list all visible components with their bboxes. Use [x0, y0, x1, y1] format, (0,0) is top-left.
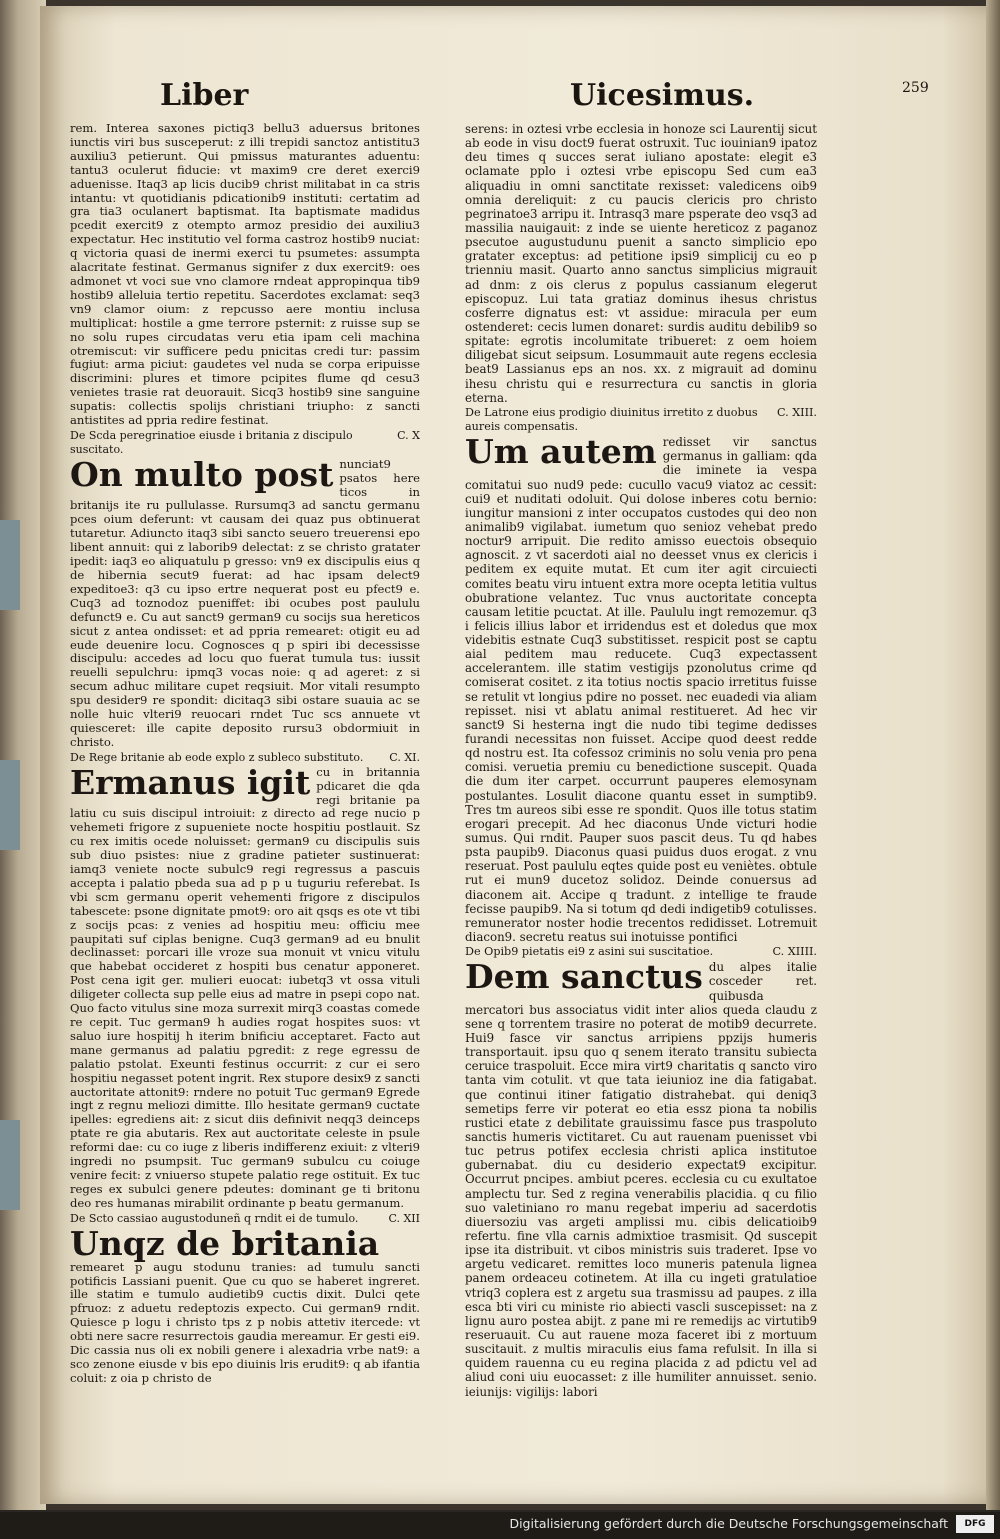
- text-paragraph: serens: in oztesi vrbe ecclesia in honoze sci Laurentij sicut ab eode in visu doct9 fuerat ostruxit. Tuc iouinian9 ipatoz deu times q succes serat iuliano apostate: elegit e3 oclamate pplo i oztesi vrbe episcopu Sed cum ea3 aliquadiu in omni sanctitate rexisset: valedicens oib9 omnia dereliquit: z cu paucis clericis pro christo pegrinatoe3 arripu it. Intrasq3 mare psperate deo vsq3 ad massilia nauigauit: z inde se uiente hereticoz z paganoz psecutoe augustudunu puenit a sancto simplicio epo gratater exceptus: ad petitione ipsi9 simplicij cu eo p trienniu masit. Quarto anno sanctus simplicius migrauit ad dnm: z ois clerus z populus cassianum elegerut episcopuz. Lui tata gratiaz dominus ihesus christus cosferre dignatus est: vt assidue: miracula per eum ostenderet: cecis lumen donaret: surdis auditu debilib9 so spitate: egrotis incolumitate tribueret: z oem hoiem diligebat sicut seipsum. Losummauit aute regens ecclesia beat9 Lassianus eps an nos. xx. z migrauit ad dominu ihesu christu qui e resurrectura cu sanctis in gloria eterna.: [465, 122, 817, 405]
- chapter-opening: [465, 957, 817, 1399]
- rubric-title: De Rege britanie ab eode explo z subleco substituto.: [70, 750, 364, 764]
- text-paragraph: du alpes italie cosceder ret. quibusda mercatori bus associatus vidit inter alios queda claudu z sene q torrentem trasire no poterat de motib9 decurrete. Hui9 fasce vir sanctus arripiens ppzijs humeris transportauit. ipsu quo q senem iterato transitu subiecta ceruice traspoluit. Ecce mira virt9 charitatis q sancto viro tanta vim cotulit. vt que tata ieiunioz ine dia fatigabat. que continui itiner fatigatio distrahebat. qui deniq3 semetips ferre vir poterat eo etia essz piona ta nobilis rustici etate z debilitate grauissimu fasce pus traspoluto sanctis humeris victitaret. Cu aut rauenam puenisset vbi tuc petrus potifex ecclesia christi aplica institutoe gubernabat. diu cu desiderio expectat9 excipitur. Occurrut pncipes. ambiut pceres. ecclesia cu cu exultatoe amplectu tur. Sed z regina venerabilis placidia. q cu filio suo valetiniano ro manu regebat imperiu ad sacerdotis diuersoziu vas argeti amplissi mu. cibis delicatioib9 refertu. fine vlla carnis admixtioe trasmisit. Qd suscepit ipse ita distribuit. vt cibos ministris suis traderet. Ipse vo argetu vedicaret. remittes loco muneris patenula lignea panem ordeaceu cotinetem. At illa cu ingeti gratulatioe vtriq3 coplera est z argetu sua trasmissu ad paupes. z illa esca bti viri cu ministe rio abiecti vascli suscepisset: na z lignu auro postea abijt. z pane mi re remedijs ac virtutib9 reseruauit. Cu aut rauene moza faceret ibi z mortuum suscitauit. z multis miraculis eius fama refulsit. In illa si quidem rauenna cu eu regina placida z ad pdictu vel ad aliud coni uiu euocasset: z ille humiliter annuisset. senio. ieiunijs: vigilijs: labori: [465, 960, 817, 1399]
- rubric-title: De Latrone eius prodigio diuinitus irretito z duobus aureis compensatis.: [465, 405, 758, 433]
- display-initial: Ermanus igit: [70, 762, 311, 802]
- page-tab: [0, 1120, 20, 1210]
- chapter-opening: [70, 762, 420, 1211]
- right-page-edge: [986, 0, 1000, 1510]
- folio-number: 259: [902, 80, 929, 96]
- chapter-number: C. XII: [388, 1211, 420, 1225]
- chapter-opening: [70, 454, 420, 750]
- display-initial: Unqz de britania: [70, 1223, 380, 1263]
- running-head-left: Liber: [160, 78, 249, 113]
- chapter-rubric: [465, 406, 817, 434]
- chapter-number: C. XIIII.: [772, 945, 817, 959]
- rubric-title: De Opib9 pietatis ei9 z asini sui suscitatioe.: [465, 945, 714, 959]
- chapter-number: C. XIII.: [776, 405, 817, 419]
- text-paragraph: rem. Interea saxones pictiq3 bellu3 aduersus britones iunctis viri bus susceperut: z illi trepidi sanctoz antistitu3 auxiliu3 petierunt. Qui pmissus maturantes aduentu: tantu3 oculerut fiducie: vt maxim9 cre deret exerci9 aduenisse. Itaq3 ap licis ducib9 christ militabat in ca stris intantu: vt quotidianis pdicationib9 instituti: certatim ad gra tia3 oculanert baptismat. Ita baptismate madidus pcedit exercit9 z otempto armoz presidio dei auxiliu3 expectatur. Hec institutio vel forma castroz hostib9 nuciat: q victoria quasi de inermi exerci tu psumetes: assumpta alacritate festinat. Germanus signifer z dux exercit9: oes admonet vt voci sue vno clamore rndeat appropinqua tib9 hostib9 alleluia tertio repetitu. Sacerdotes exclamat: seq3 vn9 clamor oium: z repcusso aere montiu inclusa multiplicat: hostile a gme terrore psternit: z ruisse sup se no solu rupes circudatas veru etia ipam celi machina otremiscut: vir sufficere pedu pnicitas credi tur: passim fugiut: arma piciut: gaudetes vel nuda se corpa eripuisse discrimini: plures et timore pcipites flume qd cesu3 venietes trasie rat deuorauit. Sicq3 hostib9 sine sanguine supatis: collectis spolijs christiani triupho: z sancti antistites ad ppria redire festinat.: [70, 121, 420, 428]
- page-tab: [0, 520, 20, 610]
- chapter-opening: [70, 1223, 420, 1386]
- dfg-logo: DFG: [956, 1515, 994, 1533]
- running-head-center: Uicesimus.: [570, 78, 755, 113]
- rubric-title: De Scda peregrinatioe eiusde i britania z discipulo suscitato.: [70, 428, 353, 456]
- right-text-column: [465, 122, 817, 1399]
- display-initial: Dem sanctus: [465, 957, 703, 997]
- text-paragraph: cu in britannia pdicaret die qda regi britanie pa latiu cu suis discipul introiuit: z directo ad rege nucio p vehemeti frigore z supueniete nocte hospitiu postlauit. Sz cu rex imitis ocede noluisset: german9 cu discipulis suis sub diuo psistes: niue z gradine patieter sustinuerat: iamq3 veniete nocte subulc9 regi regressus a pascuis accepta i palatio pbeda sua ad p p u tuguriu referebat. Is vbi scm germanu operit vehementi frigore z discipulos tabescete: psone dignitate pmot9: oro ait qsqs es ote vt tibi z socijs pcas: z venies ad hospitiu meu: officiu mee paupitati suf ciplas benigne. Cuq3 german9 ad eu bnulit declinasset: porcari ille vroze sua monuit vt vnicu vitulu que habebat occideret z hospiti bus cenatur apponeret. Post cena igit ger. mulieri euocat: iubetq3 vt ossa vituli diligeter collecta sup pelle eius ad matre in psepi copo nat. Quo facto vitulus sine moza surrexit mirq3 coastas comede re cepit. Tuc german9 h audies rogat hospites suos: vt saluo iure hospitij h iterim bnificiu acceptaret. Facto aut mane germanus ad palatiu pgredit: z rege egressu de palatio pstolat. Exeunti festinus occurrit: z cur ei sero hospitiu negasset potent ingrit. Rex stupore desix9 z sancti auctoritate attonit9: rndere no potuit Tuc german9 Egrede ingt z regnu meliozi dimitte. Illo hesitate german9 cuctate ipelles: egrediens ait: z sicut diis definivit neqq3 deinceps ptate re gia abutaris. Rex aut auctoritate celeste in psule reformi dae: cu co iuge z liberis indifferenz exiuit: z vlteri9 ingredi no psumpsit. Tuc german9 subulcu cu coiuge venire fecit: z vniuerso stupete palatio rege ostituit. Ex tuc reges ex subulci genere pdeutes: dominant ge ti britonu deo res humanas mirabilit ordinante p beatu germanum.: [70, 764, 420, 1210]
- chapter-opening: [465, 432, 817, 945]
- display-initial: Um autem: [465, 432, 657, 472]
- text-paragraph: nunciat9 psatos here ticos in britanijs ite ru pullulasse. Rursumq3 ad sanctu germanu pces oium deferunt: vt causam dei quaz pus obtinuerat tutaretur. Adiuncto itaq3 sibi sancto seuero treuerensi epo libent annuit: qui z laborib9 delectat: z se christo gratater ipedit: iaq3 eo aliquatulu p gresso: vn9 ex discipulis eius q de hibernia secut9 fuerat: ad hac ipsam delect9 expeditoe3: q3 cu ipso ertre nequerat post eu pfect9 e. Cuq3 ad toznodoz pueniffet: ibi ocubes post paululu defunct9 e. Cu aut sanct9 german9 cu socijs sua hereticos sicut z antea ondisset: et ad ppria remearet: otigit eu ad eude deuenire locu. Cognosces q p spiri ibi decessisse discipulu: accedes ad locu quo fuerat tumula tus: iussit reuelli sepulchru: ipmq3 vocas noie: q ad ageret: z si secum adhuc militare cupet reqsiuit. Mor vitali resumpto spu desider9 re spondit: dicitaq3 sibi ostare suauia ac se nolle huic vlteri9 reuocari rndet Tuc scs annuete vt quiesceret: ille capite deposito rursu3 obdormiuit in christo.: [70, 456, 420, 749]
- chapter-rubric: [70, 429, 420, 457]
- chapter-rubric: [465, 945, 817, 959]
- chapter-rubric: [70, 751, 420, 765]
- chapter-number: C. X: [397, 428, 420, 442]
- rubric-title: De Scto cassiao augustoduneñ q rndit ei de tumulo.: [70, 1211, 359, 1225]
- funding-notice: Digitalisierung gefördert durch die Deutsche Forschungsgemeinschaft: [509, 1516, 948, 1531]
- text-paragraph: remearet p augu stodunu tranies: ad tumulu sancti potificis Lassiani puenit. Que cu quo se haberet ingreret. ille statim e tumulo audietib9 cuctis dixit. Dulci qete pfruoz: z aduetu redeptozis expecto. Cui german9 rndit. Quiesce p logu i christo tps z p nobis attetiv itercede: vt obti nere sacre resurrectois gaudia mereamur. Er gesti ei9. Dic cassia nus oli ex nobili genere i alexadria vrbe nat9: a sco zenone eiusde v bis epo diuinis lris erudit9: q ab ifantia coluit: z oia p christo de: [70, 1259, 420, 1385]
- text-paragraph: redisset vir sanctus germanus in galliam: qda die iminete ia vespa comitatui suo nud9 pede: cucullo vacu9 viatoz ac cessit: cui9 et nuditati odoluit. Qui dolose inberes cotu bernio: iungitur mansioni z inter occupatos custodes qui deo non animalib9 vigilabat. iumetum quo senioz vehebat predo noctur9 arripuit. Die redito amisso euectois obsequio agnoscit. z vt sacerdoti aial no deesset vnus ex clericis i peditem ex equite mutat. Et cum iter agit circuiecti comites beatu viru intuent extra more ocepta letitia vultus obubratione velantez. Tuc vnus auctoritate concepta causam letitie pcuctat. At ille. Paululu ingt remozemur. q3 i felicis illius labor et irridendus est et doledus que mox videbitis estnate Cuq3 substitisset. respicit post se captu aial peditem mau reducete. Cuq3 expectassent accelerantem. ille statim vestigijs pzonolutus crime qd comiserat cositet. z ita totius noctis spacio irretitus fuisse se retulit vt longius pdire no posset. nec euadedi via aliam repisset. nisi vt ablatu animal restitueret. Ad hec vir sanct9 Si hesterna ingt die nudo tibi tegime dedisses furandi necessitas non fuisset. Accipe quod deest redde qd nostru est. Ita cofessoz criminis no solu venia pro pena comisi. veruetia premiu cu benedictione suscepit. Quada die dum iter carpet. occurrunt pauperes elemosynam postulantes. Losulit diacone quantu esset in sumptib9. Tres tm aureos sibi esse re spondit. Quos ille totus statim erogari precepit. Ad hec diaconus Unde victuri hodie sumus. Qui rndit. Pauper suos pascit deus. Tu qd habes psta paupib9. Diaconus quasi puidus duos erogat. z vnu reseruat. Post paululu eqtes quide post eu veniètes. obtule rut ei mun9 ducetoz solidoz. Deinde conuersus ad diaconem ait. Accipe q tradunt. z intellige te fraude fecisse paupib9. Na si totum qd dedi indigetib9 cotulisses. remunerator noster hodie trecentos redidisset. Lotremuit diacon9. secretu reatus sui inotuisse pontifici: [465, 435, 817, 945]
- chapter-number: C. XI.: [389, 750, 420, 764]
- chapter-rubric: [70, 1212, 420, 1226]
- left-text-column: [70, 122, 420, 1386]
- page-tab: [0, 760, 20, 850]
- display-initial: On multo post: [70, 454, 334, 494]
